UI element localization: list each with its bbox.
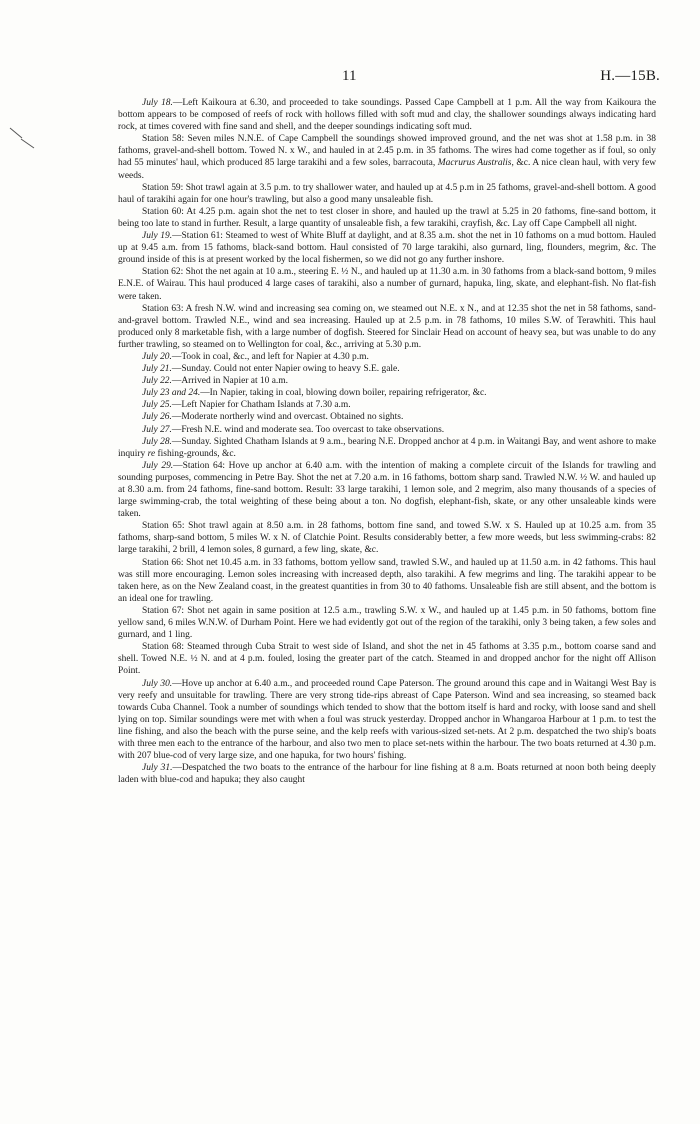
page-header [110,68,660,88]
margin-pencil-mark [8,126,38,152]
italic-text: July 30. [142,678,173,689]
paragraph-text: Station 62: Shot the net again at 10 a.m., steering E. ½ N., and hauled up at 11.30 a.m. in 30 fathoms from a black-sand bottom, 9 miles E.N.E. of Wairau. This haul produced 4 large cases of tarakihi, also a number of gurnard, hapuka, ling, skate, and elephant-fish. No flat-fish were taken. [118,267,656,302]
paragraph [118,133,656,181]
paragraph-text: —Hove up anchor at 6.40 a.m., and proceeded round Cape Paterson. The ground around this cape and in Waitangi West Bay is very reefy and unsuitable for trawling. There are very strong tide-rips abreast of Cape Paterson. Wind and sea increasing, so steamed back towards Cuba Channel. Took a number of soundings which tended to show that the bottom itself is hard and rocky, with loose sand and shell lying on top. Similar soundings were met with when a foul was struck yesterday. Dropped anchor in Whangaroa Harbour at 1 p.m. to test the line fishing, and also the beach with the purse seine, and the kelp reefs with various-sized set-nets. At 2 p.m. despatched the two ship's boats with three men each to the entrance of the harbour, and also two men to place set-nets within the harbour. The two boats returned at 4.30 p.m. with 207 blue-cod of very large size, and one hapuka, for two hours' fishing. [118,678,656,762]
paragraph-text: , &c. A nice clean haul, with very few weeds. [118,158,657,181]
paragraph [118,520,656,556]
paragraph-text: —Moderate northerly wind and overcast. Obtained no sights. [171,412,404,423]
page-number: 11 [342,68,357,84]
paragraph-text: Station 60: At 4.25 p.m. again shot the net to test closer in shore, and hauled up the trawl at 5.25 in 20 fathoms, fine-sand bottom, it being too late to stand in further. Result, a large quantity of unsaleable fish, a few tarakihi, crayfish, &c. Lay off Cape Campbell all night. [118,206,656,229]
paragraph [118,399,656,411]
paragraph-text: Station 65: Shot trawl again at 8.50 a.m. in 28 fathoms, bottom fine sand, and towed S.W. x S. Hauled up at 10.25 a.m. from 35 fathoms, sharp-sand bottom, 5 miles W. x N. of Clatchie Point. Results considerably better, a few more weeds, but less swimming-crabs: 82 large tarakihi, 2 brill, 4 lemon soles, 8 gurnard, a few ling, skate, &c. [118,521,656,556]
italic-text: July 29. [142,460,174,471]
paragraph-text: —Sunday. Sighted Chatham Islands at 9 a.m., bearing N.E. Dropped anchor at 4 p.m. in Waitangi Bay, and went ashore to make inquiry [118,436,657,459]
paragraph [118,375,656,387]
italic-text: July 20. [142,351,172,362]
paragraph-text: Station 66: Shot net 10.45 a.m. in 33 fathoms, bottom yellow sand, trawled S.W., and hauled up at 11.50 a.m. in 42 fathoms. This haul was still more encouraging. Lemon soles increasing with increased depth, also tarakihi. A few megrims and ling. The tarakihi appear to be taken here, as on the New Zealand coast, in the greatest quantities in from 30 to 40 fathoms. Unsaleable fish are still absent, and the bottom is an ideal one for trawling. [118,557,656,604]
paragraph-text: —In Napier, taking in coal, blowing down boiler, repairing refrigerator, &c. [200,388,487,399]
body-text [118,97,656,786]
italic-text: Macrurus Australis [437,158,512,169]
italic-text: July 31. [142,763,173,774]
italic-text: July 27. [142,424,172,435]
italic-text: July 19. [142,231,173,242]
italic-text: July 26. [142,412,172,423]
document-reference: H.—15B. [600,68,660,84]
paragraph-text: —Sunday. Could not enter Napier owing to heavy S.E. gale. [171,364,400,375]
paragraph-text: Station 59: Shot trawl again at 3.5 p.m. to try shallower water, and hauled up at 4.5 p.m in 25 fathoms, gravel-and-shell bottom. A good haul of tarakihi again for one hour's trawling, but also a good many unsaleable fish. [118,182,656,205]
paragraph [118,266,656,302]
italic-text: July 18. [142,98,173,108]
paragraph [118,206,656,230]
paragraph [118,351,656,363]
paragraph-text: —Station 64: Hove up anchor at 6.40 a.m. with the intention of making a complete circuit of the Islands for trawling and sounding purposes, commencing in Petre Bay. Shot the net at 7.20 a.m. in 16 fathoms, bottom sharp sand. Trawled N.W. ½ W. and hauled up at 8.30 a.m. from 24 fathoms, fine-sand bottom. Result: 33 large tarakihi, 1 lemon sole, and 2 megrim, also many thousands of a species of large swimming-crab, the total weighting of these being about a ton. No dogfish, elephant-fish, skate, or any other unsaleable kinds were taken. [118,460,656,520]
paragraph [118,460,656,520]
paragraph [118,97,656,133]
paragraph-text: —Despatched the two boats to the entrance of the harbour for line fishing at 8 a.m. Boats returned at noon both being deeply laden with blue-cod and hapuka; they also caught [118,763,656,786]
paragraph-text: Station 67: Shot net again in same position at 12.5 a.m., trawling S.W. x W., and hauled up at 1.45 p.m. in 50 fathoms, bottom fine yellow sand, 6 miles W.N.W. of Durham Point. Here we had evidently got out of the region of the tarakihi, only 3 being taken, a few soles and gurnard, and 1 ling. [118,605,656,641]
paragraph-text: —Station 61: Steamed to west of White Bluff at daylight, and at 8.35 a.m. shot the net in 10 fathoms on a mud bottom. Hauled up at 9.45 a.m. from 15 fathoms, black-sand bottom. Haul consisted of 70 large tarakihi, also gurnard, ling, flounders, megrim, &c. The ground inside of this is at present worked by the local fishermen, so we did not go any further inshore. [118,231,656,266]
paragraph-text: —Arrived in Napier at 10 a.m. [171,376,288,387]
paragraph [118,557,656,605]
paragraph [118,605,656,641]
paragraph-text: Station 63: A fresh N.W. wind and increasing sea coming on, we steamed out N.E. x N., and at 12.35 shot the net in 58 fathoms, sand-and-gravel bottom. Trawled N.E., wind and sea increasing. Hauled up at 2.5 p.m. in 78 fathoms, 10 miles S.W. of Terawhiti. This haul produced only 8 marketable fish, with a large number of dogfish. Steered for Sinclair Head on account of heavy sea, but was unable to do any further trawling, so steamed on to Wellington for coal, &c., arriving at 5.30 p.m. [118,303,656,350]
paragraph [118,678,656,763]
paragraph [118,303,656,351]
italic-text: July 28. [142,436,172,447]
italic-text: re [147,448,156,459]
paragraph [118,363,656,375]
paragraph-text: Station 58: Seven miles N.N.E. of Cape Campbell the soundings showed improved ground, and the net was shot at 1.58 p.m. in 38 fathoms, gravel-and-shell bottom. Towed N. x W., and hauled in at 2.45 p.m. in 35 fathoms. The wires had come together as if foul, so only had 55 minutes' haul, which produced 85 large tarakihi and a few soles, barracouta, [118,134,656,169]
paragraph [118,641,656,677]
paragraph [118,387,656,399]
italic-text: July 21. [142,364,172,375]
paragraph-text: —Took in coal, &c., and left for Napier at 4.30 p.m. [171,351,369,362]
paragraph [118,424,656,436]
italic-text: July 22. [142,376,172,387]
paragraph [118,411,656,423]
paragraph-text: —Left Napier for Chatham Islands at 7.30 a.m. [171,400,351,411]
paragraph [118,436,656,460]
paragraph [118,762,656,786]
paragraph [118,182,656,206]
paragraph-text: —Left Kaikoura at 6.30, and proceeded to take soundings. Passed Cape Campbell at 1 p.m. All the way from Kaikoura the bottom appears to be composed of reefs of rock with hollows filled with soft mud and clay, the shallower soundings always indicating hard rock, at times covered with fine sand and shell, and the deeper soundings indicating soft mud. [118,98,657,133]
paragraph-text: fishing-grounds, &c. [155,448,236,459]
italic-text: July 25. [142,400,172,411]
paragraph-text: —Fresh N.E. wind and moderate sea. Too overcast to take observations. [171,424,445,435]
paragraph [118,230,656,266]
paragraph-text: Station 68: Steamed through Cuba Strait to west side of Island, and shot the net in 45 fathoms at 3.35 p.m., bottom coarse sand and shell. Towed N.E. ½ N. and at 4 p.m. fouled, losing the greater part of the catch. Steamed in and dropped anchor for the night off Allison Point. [118,642,656,677]
italic-text: July 23 and 24. [142,388,201,399]
